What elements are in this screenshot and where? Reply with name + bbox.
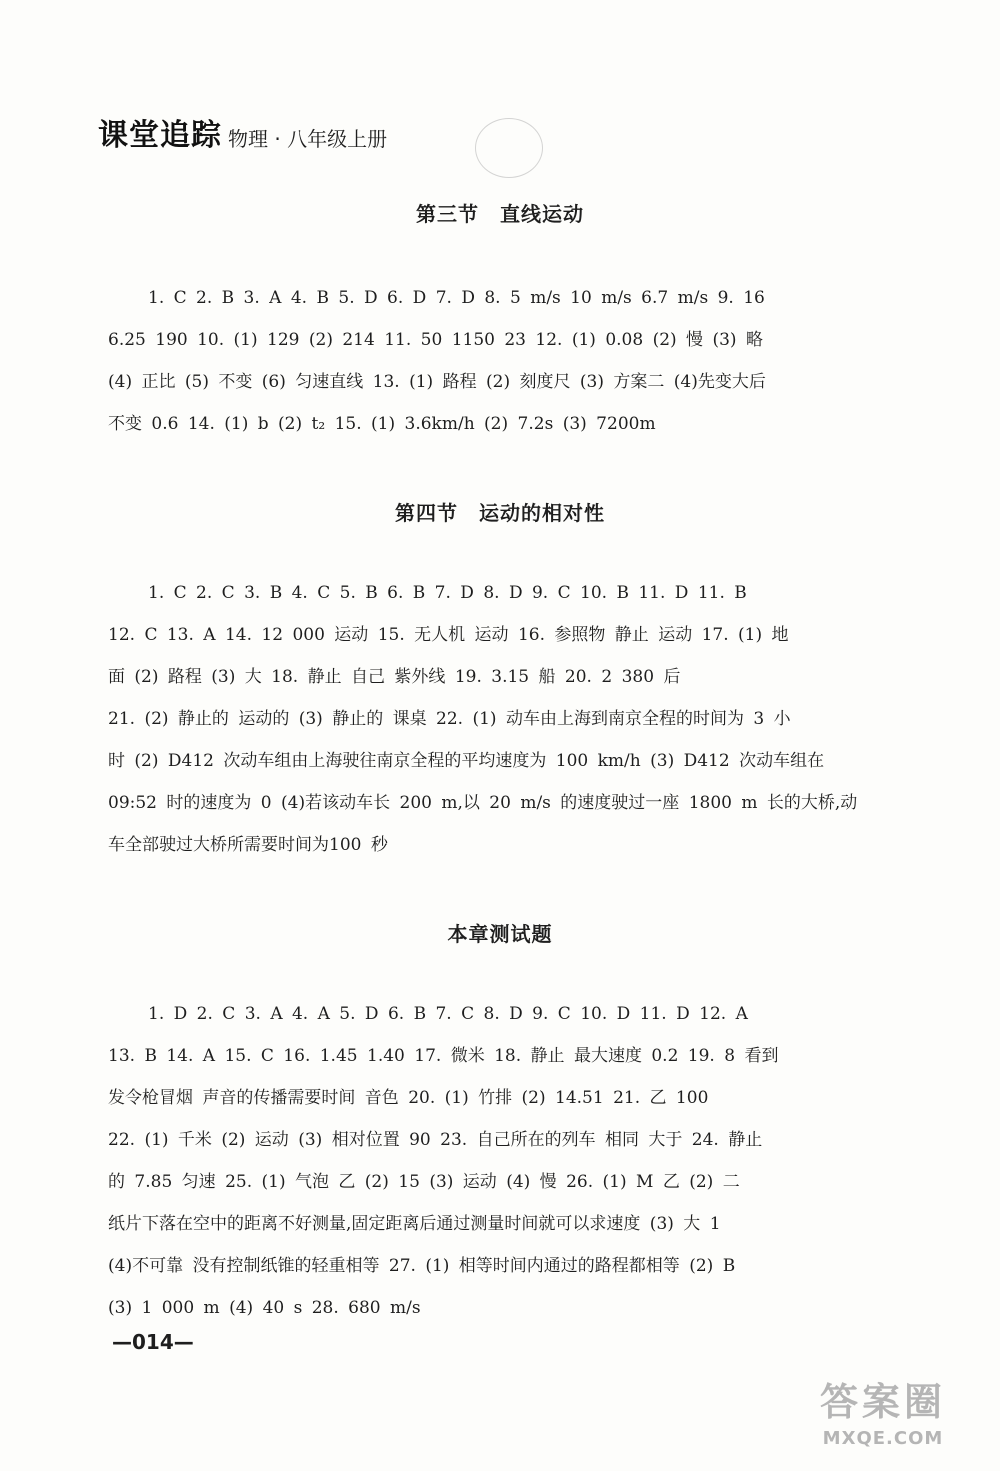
answers-section-3 [108,277,908,445]
answer-line: 不变 0.6 14. (1) b (2) t₂ 15. (1) 3.6km/h (2) 7.2s (3) 7200m [108,414,656,434]
site-watermark [798,1378,968,1452]
section-title-test: 本章测试题 [447,922,553,946]
answer-line: (4) 正比 (5) 不变 (6) 匀速直线 13. (1) 路程 (2) 刻度尺 (3) 方案二 (4)先变大后 [108,372,766,392]
answer-line: 的 7.85 匀速 25. (1) 气泡 乙 (2) 15 (3) 运动 (4) 慢 26. (1) M 乙 (2) 二 [108,1172,740,1192]
answer-line: 1. C 2. B 3. A 4. B 5. D 6. D 7. D 8. 5 m/s 10 m/s 6.7 m/s 9. 16 [148,288,765,308]
book-logo: 课堂追踪 [98,118,222,153]
answer-line: 1. D 2. C 3. A 4. A 5. D 6. B 7. C 8. D 9. C 10. D 11. D 12. A [148,1004,748,1024]
watermark-logo-text: 答案圈 [819,1380,946,1424]
answer-line: 22. (1) 千米 (2) 运动 (3) 相对位置 90 23. 自己所在的列车 相同 大于 24. 静止 [108,1130,763,1150]
answer-line: 发令枪冒烟 声音的传播需要时间 音色 20. (1) 竹排 (2) 14.51 21. 乙 100 [108,1088,709,1108]
answer-line: (4)不可靠 没有控制纸锥的轻重相等 27. (1) 相等时间内通过的路程都相等 (2) B [108,1256,736,1276]
answer-line: 1. C 2. C 3. B 4. C 5. B 6. B 7. D 8. D 9. C 10. B 11. D 11. B [148,583,747,603]
section-title-3: 第三节 直线运动 [416,202,584,226]
answer-line: 6.25 190 10. (1) 129 (2) 214 11. 50 1150 23 12. (1) 0.08 (2) 慢 (3) 略 [108,330,763,350]
answer-line: 21. (2) 静止的 运动的 (3) 静止的 课桌 22. (1) 动车由上海到南京全程的时间为 3 小 [108,709,791,729]
answer-line: 09:52 时的速度为 0 (4)若该动车长 200 m,以 20 m/s 的速度驶过一座 1800 m 长的大桥,动 [108,793,858,813]
answer-line: (3) 1 000 m (4) 40 s 28. 680 m/s [108,1298,421,1318]
book-subject: 物理 · 八年级上册 [228,127,388,151]
answer-line: 12. C 13. A 14. 12 000 运动 15. 无人机 运动 16. 参照物 静止 运动 17. (1) 地 [108,625,789,645]
answer-line: 时 (2) D412 次动车组由上海驶往南京全程的平均速度为 100 km/h (3) D412 次动车组在 [108,751,825,771]
watermark-url: MXQE.COM [822,1428,944,1449]
answers-chapter-test [108,993,908,1329]
answers-section-4 [108,572,908,866]
answer-line: 13. B 14. A 15. C 16. 1.45 1.40 17. 微米 18. 静止 最大速度 0.2 19. 8 看到 [108,1046,779,1066]
answer-line: 纸片下落在空中的距离不好测量,固定距离后通过测量时间就可以求速度 (3) 大 1 [108,1214,721,1234]
section-title-4: 第四节 运动的相对性 [395,501,605,525]
page-number: —014— [112,1330,194,1354]
answer-line: 面 (2) 路程 (3) 大 18. 静止 自己 紫外线 19. 3.15 船 20. 2 380 后 [108,667,681,687]
stamp-seal [475,118,543,178]
page-header [98,112,387,156]
answer-line: 车全部驶过大桥所需要时间为100 秒 [108,835,388,855]
